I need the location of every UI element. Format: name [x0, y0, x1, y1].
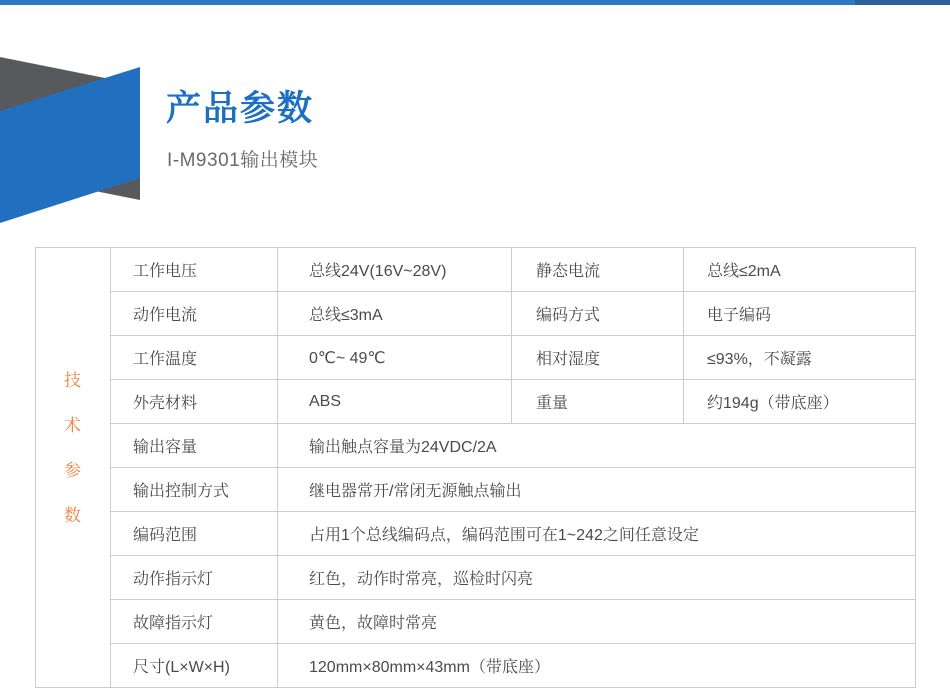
top-accent-bar — [0, 0, 950, 5]
table-row — [36, 292, 916, 336]
spec-label: 输出控制方式 — [111, 468, 278, 512]
table-row — [36, 468, 916, 512]
spec-value: 红色，动作时常亮，巡检时闪亮 — [278, 556, 916, 600]
spec-value: ABS — [278, 380, 512, 424]
table-row — [36, 644, 916, 688]
spec-label: 外壳材料 — [111, 380, 278, 424]
spec-label: 编码范围 — [111, 512, 278, 556]
spec-value: 0℃~ 49℃ — [278, 336, 512, 380]
table-row — [36, 424, 916, 468]
spec-value: 总线24V(16V~28V) — [278, 248, 512, 292]
spec-label: 动作指示灯 — [111, 556, 278, 600]
side-label-char: 数 — [64, 505, 82, 525]
vertical-section-label-cell — [36, 248, 111, 688]
spec-label: 尺寸(L×W×H) — [111, 644, 278, 688]
spec-value: 电子编码 — [684, 292, 916, 336]
page-subtitle: I-M9301输出模块 — [167, 150, 319, 171]
spec-label: 相对湿度 — [512, 336, 684, 380]
spec-label: 工作电压 — [111, 248, 278, 292]
spec-label: 编码方式 — [512, 292, 684, 336]
table-row — [36, 600, 916, 644]
spec-label: 重量 — [512, 380, 684, 424]
corner-ribbon-decoration — [0, 0, 140, 230]
spec-label: 故障指示灯 — [111, 600, 278, 644]
spec-value: 黄色，故障时常亮 — [278, 600, 916, 644]
page-title: 产品参数 — [166, 89, 315, 128]
side-label-char: 术 — [64, 415, 82, 435]
table-row — [36, 380, 916, 424]
top-accent-bar-right — [855, 0, 950, 5]
vertical-section-label — [36, 366, 110, 526]
spec-value: 总线≤3mA — [278, 292, 512, 336]
table-row — [36, 556, 916, 600]
table-row — [36, 512, 916, 556]
spec-value: 总线≤2mA — [684, 248, 916, 292]
spec-label: 静态电流 — [512, 248, 684, 292]
spec-value: 120mm×80mm×43mm（带底座） — [278, 644, 916, 688]
spec-value: 输出触点容量为24VDC/2A — [278, 424, 916, 468]
spec-value: ≤93%，不凝露 — [684, 336, 916, 380]
spec-label: 动作电流 — [111, 292, 278, 336]
spec-value: 继电器常开/常闭无源触点输出 — [278, 468, 916, 512]
table-row — [36, 248, 916, 292]
table-row — [36, 336, 916, 380]
spec-label: 工作温度 — [111, 336, 278, 380]
spec-table — [35, 247, 916, 688]
spec-value: 约194g（带底座） — [684, 380, 916, 424]
spec-value: 占用1个总线编码点，编码范围可在1~242之间任意设定 — [278, 512, 916, 556]
side-label-char: 技 — [64, 370, 82, 390]
side-label-char: 参 — [64, 460, 82, 480]
spec-label: 输出容量 — [111, 424, 278, 468]
